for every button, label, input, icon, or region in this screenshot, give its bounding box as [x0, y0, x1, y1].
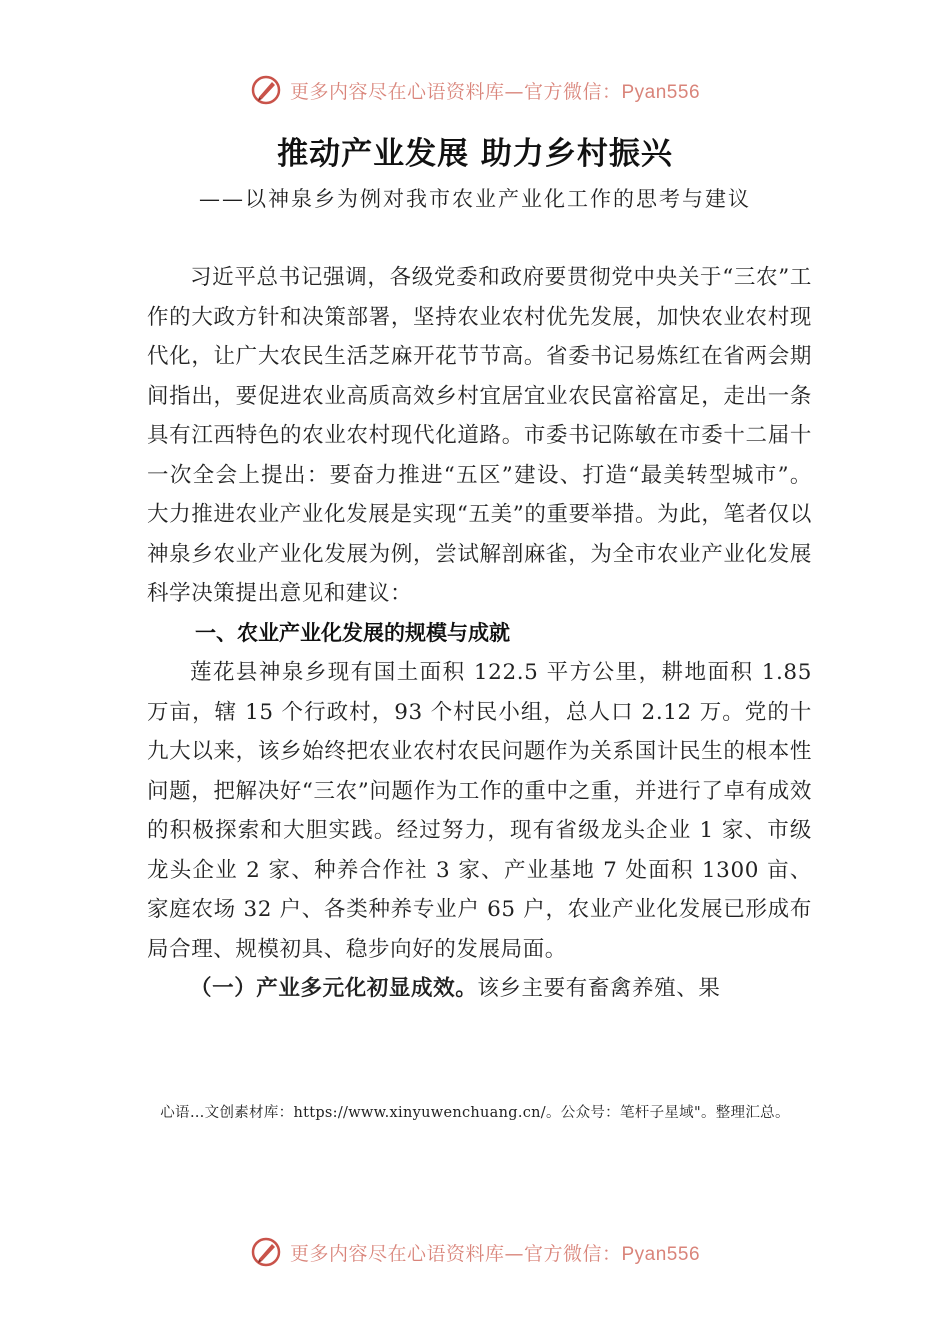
footer-watermark — [0, 1236, 950, 1268]
watermark-text: 更多内容尽在心语资料库—官方微信：Pyan556 — [289, 1242, 701, 1265]
intro-paragraph: 习近平总书记强调，各级党委和政府要贯彻党中央关于“三农”工作的大政方针和决策部署，坚持农业农村优先发展，加快农业农村现代化，让广大农民生活芝麻开花节节高。省委书记易炼红在省两会期间指出，要促进农业高质高效乡村宜居宜业农民富裕富足，走出一条具有江西特色的农业农村现代化道路。市委书记陈敏在市委十二届十一次全会上提出：要奋力推进“五区”建设、打造“最美转型城市”。大力推进农业产业化发展是实现“五美”的重要举措。为此，笔者仅以神泉乡农业产业化发展为例，尝试解剖麻雀，为全市农业产业化发展科学决策提出意见和建议： — [147, 265, 812, 606]
document-body — [147, 258, 812, 1009]
subsection-paragraph — [147, 969, 812, 1009]
header-watermark — [0, 74, 950, 106]
document-title: 推动产业发展 助力乡村振兴 — [277, 136, 673, 172]
document-subtitle: ——以神泉乡为例对我市农业产业化工作的思考与建议 — [199, 187, 751, 211]
pen-logo-icon — [250, 1236, 282, 1268]
section-paragraph: 莲花县神泉乡现有国土面积 122.5 平方公里，耕地面积 1.85 万亩，辖 15 个行政村，93 个村民小组，总人口 2.12 万。党的十九大以来，该乡始终把农业农村农民问题作为关系国计民生的根本性问题，把解决好“三农”问题作为工作的重中之重，并进行了卓有成效的积极探索和大胆实践。经过努力，现有省级龙头企业 1 家、市级龙头企业 2 家、种养合作社 3 家、产业基地 7 处面积 1300 亩、家庭农场 32 户、各类种养专业户 65 户，农业产业化发展已形成布局合理、规模初具、稳步向好的发展局面。 — [147, 660, 812, 962]
section-heading: 一、农业产业化发展的规模与成就 — [195, 620, 510, 645]
footer-note: 心语…文创素材库：https://www.xinyuwenchuang.cn/。公众号：笔杆子星域"。整理汇总。 — [160, 1105, 790, 1121]
pen-logo-icon — [250, 74, 282, 106]
watermark-text: 更多内容尽在心语资料库—官方微信：Pyan556 — [289, 80, 701, 103]
wechat-id: Pyan556 — [621, 1243, 701, 1265]
subsection-label: （一）产业多元化初显成效。 — [190, 976, 478, 1001]
subsection-text: 该乡主要有畜禽养殖、果 — [477, 976, 721, 1001]
wechat-id: Pyan556 — [621, 81, 701, 103]
